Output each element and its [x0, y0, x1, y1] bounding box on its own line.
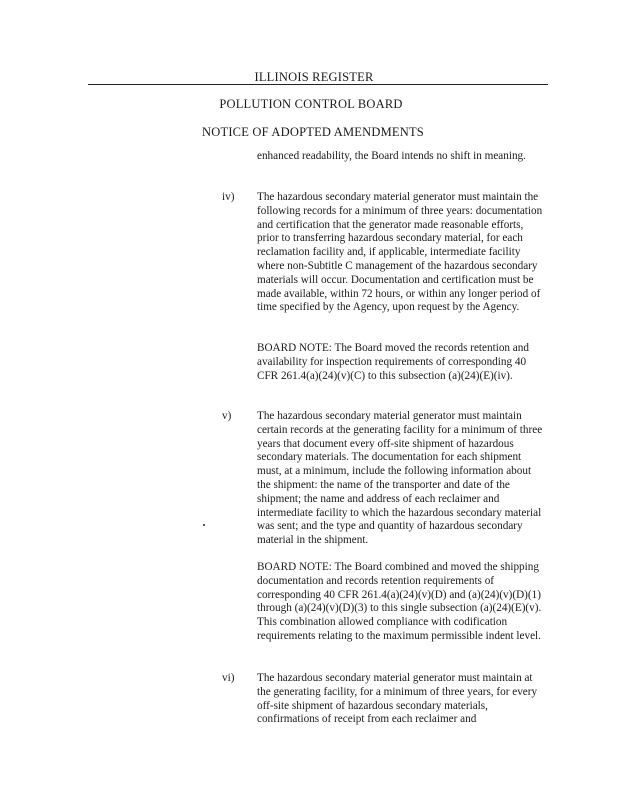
stray-mark: [203, 524, 205, 526]
item-text-v: The hazardous secondary material generator must maintain certain records at the generating facility for a minimum of three years that document every off-site shipment of hazardous secondary materials. The documentation for each shipment must, at a minimum, include the following information about the shipment: the name of the transporter and date of the shipment; the name and address of each reclaimer and intermediate facility to which the hazardous secondary material was sent; and the type and quantity of hazardous secondary material in the shipment.: [257, 410, 543, 547]
board-note-iv: BOARD NOTE: The Board moved the records retention and availability for inspection requirements of corresponding 40 CFR 261.4(a)(24)(v)(C) to this subsection (a)(24)(E)(iv).: [257, 342, 529, 382]
board-note-v: BOARD NOTE: The Board combined and moved the shipping documentation and records retention requirements of corresponding 40 CFR 261.4(a)(24)(v)(D) and (a)(24)(v)(D)(1) through (a)(24)(v)(D)(3) to this single subsection (a)(24)(E)(v). This combination allowed compliance with codification requirements relating to the maximum permissible indent level.: [257, 561, 542, 642]
item-label-vi: vi): [222, 672, 235, 684]
header-rule: [88, 84, 548, 85]
item-text-iv: The hazardous secondary material generator must maintain the following records for a minimum of three years: documentation and certification that the generator made reasonable efforts, prior to transferring hazardous secondary material, for each reclamation facility and, if applicable, intermediate facility where non-Subtitle C management of the hazardous secondary materials will occur. Documentation and certification must be made available, within 72 hours, or within any longer period of time specified by the Agency, upon request by the Agency.: [257, 191, 543, 314]
item-label-iv: iv): [222, 191, 235, 203]
item-text-vi: The hazardous secondary material generator must maintain at the generating facility, for a minimum of three years, for every off-site shipment of hazardous secondary materials, confirmations of receipt from each reclaimer and: [257, 672, 538, 726]
agency-title: POLLUTION CONTROL BOARD: [219, 97, 403, 111]
register-title: ILLINOIS REGISTER: [254, 70, 374, 84]
item-label-v: v): [222, 410, 232, 422]
continuation-paragraph: enhanced readability, the Board intends no shift in meaning.: [257, 150, 526, 162]
notice-title: NOTICE OF ADOPTED AMENDMENTS: [202, 125, 424, 139]
